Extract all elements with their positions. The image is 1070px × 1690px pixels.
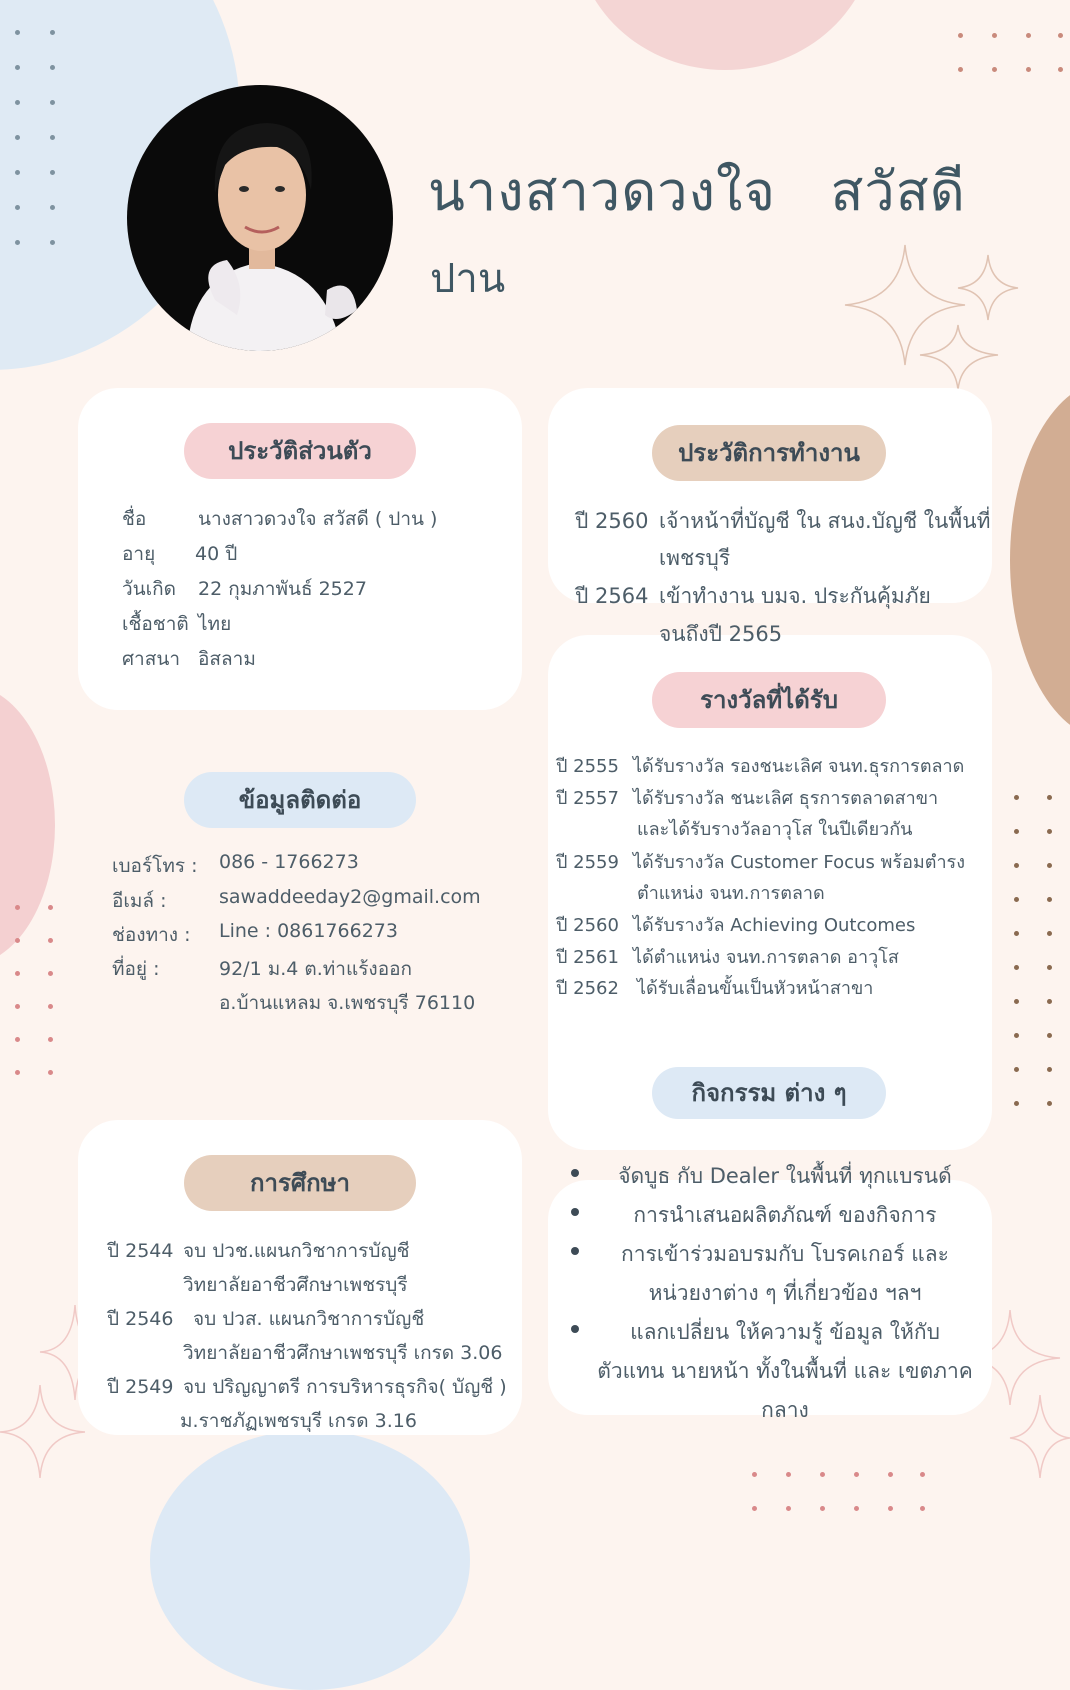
work-year: ปี 2560 <box>575 509 649 533</box>
sparkle-icon <box>840 240 1040 390</box>
personal-value-age: 40 ปี <box>195 543 238 565</box>
education-line2: วิทยาลัยอาชีวศึกษาเพชรบุรี เกรด 3.06 <box>183 1342 503 1364</box>
personal-label-religion: ศาสนา <box>122 648 180 670</box>
full-name: นางสาวดวงใจ สวัสดี <box>428 160 966 223</box>
contact-address-label: ที่อยู่ : <box>112 958 160 980</box>
award-line1: ได้รับรางวัล Customer Focus พร้อมตำรง <box>633 852 966 873</box>
bg-blob-pink-top <box>575 0 875 70</box>
work-line2: จนถึงปี 2565 <box>659 622 783 646</box>
education-year: ปี 2544 <box>107 1240 174 1262</box>
work-title: ประวัติการทำงาน <box>652 425 886 481</box>
work-card <box>548 388 992 603</box>
personal-label-name: ชื่อ <box>122 508 147 530</box>
education-line1: จบ ปริญญาตรี การบริหารธุรกิจ( บัญชี ) <box>183 1376 507 1398</box>
bullet-icon <box>571 1247 579 1255</box>
education-line2: วิทยาลัยอาชีวศึกษาเพชรบุรี <box>183 1274 408 1296</box>
contact-title: ข้อมูลติดต่อ <box>184 772 416 828</box>
award-line2: และได้รับรางวัลอาวุโส ในปีเดียวกัน <box>637 819 913 840</box>
award-line1: ได้รับรางวัล รองชนะเลิศ จนท.ธุรการตลาด <box>633 756 965 777</box>
award-year: ปี 2560 <box>556 915 619 936</box>
contact-channel: Line : 0861766273 <box>219 920 398 942</box>
contact-address-line2: อ.บ้านแหลม จ.เพชรบุรี 76110 <box>219 992 476 1014</box>
award-line2: ตำแหน่ง จนท.การตลาด <box>637 883 825 904</box>
personal-value-ethnicity: ไทย <box>198 613 232 635</box>
award-line1: ได้รับเลื่อนขั้นเป็นหัวหน้าสาขา <box>637 978 874 999</box>
award-year: ปี 2562 <box>556 978 619 999</box>
contact-email: sawaddeeday2@gmail.com <box>219 886 481 908</box>
personal-value-name: นางสาวดวงใจ สวัสดี ( ปาน ) <box>198 508 438 530</box>
contact-phone-label: เบอร์โทร : <box>112 855 198 877</box>
activity-line: จัดบูธ กับ Dealer ในพื้นที่ ทุกแบรนด์ <box>618 1164 952 1188</box>
contact-phone: 086 - 1766273 <box>219 851 359 873</box>
contact-email-label: อีเมล์ : <box>112 890 167 912</box>
education-title: การศึกษา <box>184 1155 416 1211</box>
contact-address-line1: 92/1 ม.4 ต.ท่าแร้งออก <box>219 958 413 980</box>
personal-label-age: อายุ <box>122 543 156 565</box>
activity-line: การเข้าร่วมอบรมกับ โบรคเกอร์ และ <box>621 1242 949 1266</box>
activity-line: การนำเสนอผลิตภัณฑ์ ของกิจการ <box>633 1203 937 1227</box>
education-line1: จบ ปวช.แผนกวิชาการบัญชี <box>183 1240 410 1262</box>
education-year: ปี 2546 <box>107 1308 174 1330</box>
activities-title: กิจกรรม ต่าง ๆ <box>652 1067 886 1119</box>
awards-title: รางวัลที่ได้รับ <box>652 672 886 728</box>
personal-label-birthday: วันเกิด <box>122 578 176 600</box>
award-line1: ได้รับรางวัล Achieving Outcomes <box>633 915 916 936</box>
award-line1: ได้รับรางวัล ชนะเลิศ ธุรการตลาดสาขา <box>633 788 939 809</box>
activity-line: แลกเปลี่ยน ให้ความรู้ ข้อมูล ให้กับ <box>630 1320 940 1344</box>
personal-title: ประวัติส่วนตัว <box>184 423 416 479</box>
education-line2: ม.ราชภัฏเพชรบุรี เกรด 3.16 <box>180 1410 417 1432</box>
work-line1: เจ้าหน้าที่บัญชี ใน สนง.บัญชี ในพื้นที่ <box>659 509 991 533</box>
bg-blob-pink-left <box>0 685 55 965</box>
education-line1: จบ ปวส. แผนกวิชาการบัญชี <box>193 1308 425 1330</box>
bg-blob-tan-right <box>1010 380 1070 740</box>
award-line1: ได้ตำแหน่ง จนท.การตลาด อาวุโส <box>633 947 899 968</box>
work-line1: เข้าทำงาน บมจ. ประกันคุ้มภัย <box>659 584 931 608</box>
personal-value-birthday: 22 กุมภาพันธ์ 2527 <box>198 578 367 600</box>
bullet-icon <box>571 1208 579 1216</box>
contact-channel-label: ช่องทาง : <box>112 924 191 946</box>
bullet-icon <box>571 1325 579 1333</box>
profile-photo <box>127 85 393 351</box>
personal-label-ethnicity: เชื้อชาติ <box>122 613 189 635</box>
activity-line: หน่วยงาต่าง ๆ ที่เกี่ยวข้อง ฯลฯ <box>648 1281 922 1305</box>
bg-blob-blue-bottom <box>150 1430 470 1690</box>
award-year: ปี 2561 <box>556 947 619 968</box>
work-line2: เพชรบุรี <box>659 546 731 570</box>
nickname: ปาน <box>430 256 506 302</box>
activity-line: ตัวแทน นายหน้า ทั้งในพื้นที่ และ เขตภาค <box>597 1359 973 1383</box>
education-year: ปี 2549 <box>107 1376 174 1398</box>
award-year: ปี 2555 <box>556 756 619 777</box>
work-year: ปี 2564 <box>575 584 649 608</box>
bullet-icon <box>571 1169 579 1177</box>
activity-line: กลาง <box>761 1398 809 1422</box>
award-year: ปี 2557 <box>556 788 619 809</box>
personal-value-religion: อิสลาม <box>198 648 256 670</box>
award-year: ปี 2559 <box>556 852 619 873</box>
